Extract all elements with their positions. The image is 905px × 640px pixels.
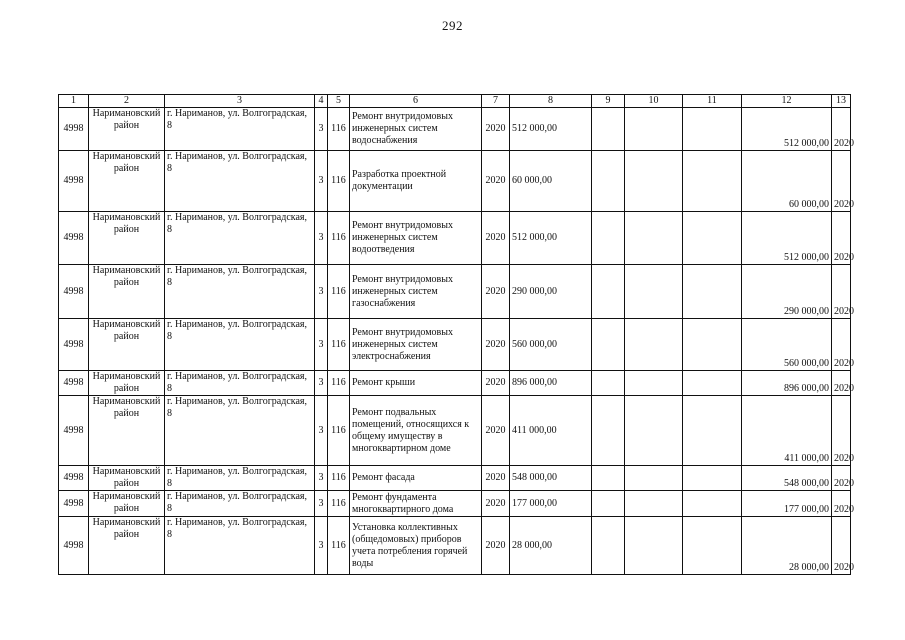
code-cell: 116 xyxy=(328,265,350,319)
record-number-cell: 4998 xyxy=(59,396,89,466)
table-row xyxy=(59,396,851,466)
category-cell: 3 xyxy=(315,396,328,466)
district-cell: Наримановский район xyxy=(89,212,165,265)
column-header-2: 2 xyxy=(89,95,165,108)
district-cell: Наримановский район xyxy=(89,396,165,466)
total-cost-cell: 28 000,00 xyxy=(742,517,832,575)
col9-cell xyxy=(592,319,625,371)
col11-cell xyxy=(683,108,742,151)
address-cell: г. Нариманов, ул. Волгоградская, 8 xyxy=(165,265,315,319)
district-cell: Наримановский район xyxy=(89,466,165,491)
capital-repair-table xyxy=(58,94,854,575)
plan-year-cell: 2020 xyxy=(482,265,510,319)
col10-cell xyxy=(625,265,683,319)
record-number-cell: 4998 xyxy=(59,319,89,371)
cost-cell: 60 000,00 xyxy=(510,151,592,212)
table-row xyxy=(59,212,851,265)
column-header-6: 6 xyxy=(350,95,482,108)
work-type-cell: Установка коллективных (общедомовых) приборов учета потребления горячей воды xyxy=(350,517,482,575)
table-row xyxy=(59,371,851,396)
category-cell: 3 xyxy=(315,265,328,319)
code-cell: 116 xyxy=(328,396,350,466)
total-cost-cell: 548 000,00 xyxy=(742,466,832,491)
plan-year-cell: 2020 xyxy=(482,517,510,575)
col11-cell xyxy=(683,265,742,319)
address-cell: г. Нариманов, ул. Волгоградская, 8 xyxy=(165,151,315,212)
code-cell: 116 xyxy=(328,319,350,371)
col11-cell xyxy=(683,319,742,371)
total-cost-cell: 411 000,00 xyxy=(742,396,832,466)
end-year-cell: 2020 xyxy=(832,517,851,575)
record-number-cell: 4998 xyxy=(59,517,89,575)
code-cell: 116 xyxy=(328,212,350,265)
col10-cell xyxy=(625,371,683,396)
plan-year-cell: 2020 xyxy=(482,491,510,517)
column-header-3: 3 xyxy=(165,95,315,108)
column-header-12: 12 xyxy=(742,95,832,108)
district-cell: Наримановский район xyxy=(89,371,165,396)
cost-cell: 177 000,00 xyxy=(510,491,592,517)
table-row xyxy=(59,491,851,517)
plan-year-cell: 2020 xyxy=(482,319,510,371)
cost-cell: 411 000,00 xyxy=(510,396,592,466)
address-cell: г. Нариманов, ул. Волгоградская, 8 xyxy=(165,466,315,491)
end-year-cell: 2020 xyxy=(832,212,851,265)
work-type-cell: Ремонт внутридомовых инженерных систем газоснабжения xyxy=(350,265,482,319)
cost-cell: 512 000,00 xyxy=(510,212,592,265)
work-type-cell: Ремонт внутридомовых инженерных систем водоотведения xyxy=(350,212,482,265)
plan-year-cell: 2020 xyxy=(482,108,510,151)
cost-cell: 290 000,00 xyxy=(510,265,592,319)
category-cell: 3 xyxy=(315,151,328,212)
table-row xyxy=(59,466,851,491)
col11-cell xyxy=(683,517,742,575)
record-number-cell: 4998 xyxy=(59,108,89,151)
plan-year-cell: 2020 xyxy=(482,466,510,491)
column-header-5: 5 xyxy=(328,95,350,108)
total-cost-cell: 512 000,00 xyxy=(742,212,832,265)
address-cell: г. Нариманов, ул. Волгоградская, 8 xyxy=(165,319,315,371)
district-cell: Наримановский район xyxy=(89,151,165,212)
total-cost-cell: 60 000,00 xyxy=(742,151,832,212)
column-header-10: 10 xyxy=(625,95,683,108)
col10-cell xyxy=(625,319,683,371)
code-cell: 116 xyxy=(328,517,350,575)
col9-cell xyxy=(592,108,625,151)
end-year-cell: 2020 xyxy=(832,371,851,396)
cost-cell: 28 000,00 xyxy=(510,517,592,575)
column-header-1: 1 xyxy=(59,95,89,108)
district-cell: Наримановский район xyxy=(89,517,165,575)
category-cell: 3 xyxy=(315,517,328,575)
column-header-13: 13 xyxy=(832,95,851,108)
col9-cell xyxy=(592,151,625,212)
code-cell: 116 xyxy=(328,108,350,151)
address-cell: г. Нариманов, ул. Волгоградская, 8 xyxy=(165,371,315,396)
column-header-8: 8 xyxy=(510,95,592,108)
col10-cell xyxy=(625,396,683,466)
col9-cell xyxy=(592,371,625,396)
cost-cell: 512 000,00 xyxy=(510,108,592,151)
end-year-cell: 2020 xyxy=(832,108,851,151)
address-cell: г. Нариманов, ул. Волгоградская, 8 xyxy=(165,396,315,466)
cost-cell: 548 000,00 xyxy=(510,466,592,491)
col9-cell xyxy=(592,396,625,466)
column-number-row xyxy=(59,95,851,108)
table-row xyxy=(59,517,851,575)
category-cell: 3 xyxy=(315,212,328,265)
end-year-cell: 2020 xyxy=(832,466,851,491)
total-cost-cell: 560 000,00 xyxy=(742,319,832,371)
code-cell: 116 xyxy=(328,371,350,396)
total-cost-cell: 290 000,00 xyxy=(742,265,832,319)
record-number-cell: 4998 xyxy=(59,265,89,319)
cost-cell: 560 000,00 xyxy=(510,319,592,371)
work-type-cell: Ремонт внутридомовых инженерных систем водоснабжения xyxy=(350,108,482,151)
col9-cell xyxy=(592,491,625,517)
plan-year-cell: 2020 xyxy=(482,151,510,212)
category-cell: 3 xyxy=(315,466,328,491)
col10-cell xyxy=(625,491,683,517)
end-year-cell: 2020 xyxy=(832,151,851,212)
table-row xyxy=(59,319,851,371)
end-year-cell: 2020 xyxy=(832,265,851,319)
record-number-cell: 4998 xyxy=(59,491,89,517)
col11-cell xyxy=(683,212,742,265)
code-cell: 116 xyxy=(328,151,350,212)
col11-cell xyxy=(683,151,742,212)
district-cell: Наримановский район xyxy=(89,265,165,319)
address-cell: г. Нариманов, ул. Волгоградская, 8 xyxy=(165,212,315,265)
col9-cell xyxy=(592,517,625,575)
column-header-9: 9 xyxy=(592,95,625,108)
plan-year-cell: 2020 xyxy=(482,371,510,396)
code-cell: 116 xyxy=(328,491,350,517)
end-year-cell: 2020 xyxy=(832,319,851,371)
record-number-cell: 4998 xyxy=(59,212,89,265)
record-number-cell: 4998 xyxy=(59,151,89,212)
col10-cell xyxy=(625,517,683,575)
total-cost-cell: 512 000,00 xyxy=(742,108,832,151)
total-cost-cell: 896 000,00 xyxy=(742,371,832,396)
address-cell: г. Нариманов, ул. Волгоградская, 8 xyxy=(165,491,315,517)
column-header-7: 7 xyxy=(482,95,510,108)
plan-year-cell: 2020 xyxy=(482,212,510,265)
work-type-cell: Ремонт подвальных помещений, относящихся к общему имуществу в многоквартирном доме xyxy=(350,396,482,466)
category-cell: 3 xyxy=(315,491,328,517)
col10-cell xyxy=(625,108,683,151)
work-type-cell: Ремонт фундамента многоквартирного дома xyxy=(350,491,482,517)
col9-cell xyxy=(592,212,625,265)
total-cost-cell: 177 000,00 xyxy=(742,491,832,517)
end-year-cell: 2020 xyxy=(832,491,851,517)
col10-cell xyxy=(625,151,683,212)
column-header-11: 11 xyxy=(683,95,742,108)
col11-cell xyxy=(683,491,742,517)
col11-cell xyxy=(683,466,742,491)
address-cell: г. Нариманов, ул. Волгоградская, 8 xyxy=(165,108,315,151)
code-cell: 116 xyxy=(328,466,350,491)
district-cell: Наримановский район xyxy=(89,108,165,151)
address-cell: г. Нариманов, ул. Волгоградская, 8 xyxy=(165,517,315,575)
work-type-cell: Ремонт внутридомовых инженерных систем электроснабжения xyxy=(350,319,482,371)
table-row xyxy=(59,108,851,151)
col9-cell xyxy=(592,265,625,319)
end-year-cell: 2020 xyxy=(832,396,851,466)
category-cell: 3 xyxy=(315,371,328,396)
district-cell: Наримановский район xyxy=(89,319,165,371)
category-cell: 3 xyxy=(315,108,328,151)
plan-year-cell: 2020 xyxy=(482,396,510,466)
col11-cell xyxy=(683,371,742,396)
record-number-cell: 4998 xyxy=(59,466,89,491)
col10-cell xyxy=(625,466,683,491)
work-type-cell: Ремонт фасада xyxy=(350,466,482,491)
column-header-4: 4 xyxy=(315,95,328,108)
col10-cell xyxy=(625,212,683,265)
col9-cell xyxy=(592,466,625,491)
category-cell: 3 xyxy=(315,319,328,371)
table-row xyxy=(59,265,851,319)
table-row xyxy=(59,151,851,212)
page-number: 292 xyxy=(442,18,463,33)
col11-cell xyxy=(683,396,742,466)
work-type-cell: Ремонт крыши xyxy=(350,371,482,396)
record-number-cell: 4998 xyxy=(59,371,89,396)
district-cell: Наримановский район xyxy=(89,491,165,517)
work-type-cell: Разработка проектной документации xyxy=(350,151,482,212)
cost-cell: 896 000,00 xyxy=(510,371,592,396)
